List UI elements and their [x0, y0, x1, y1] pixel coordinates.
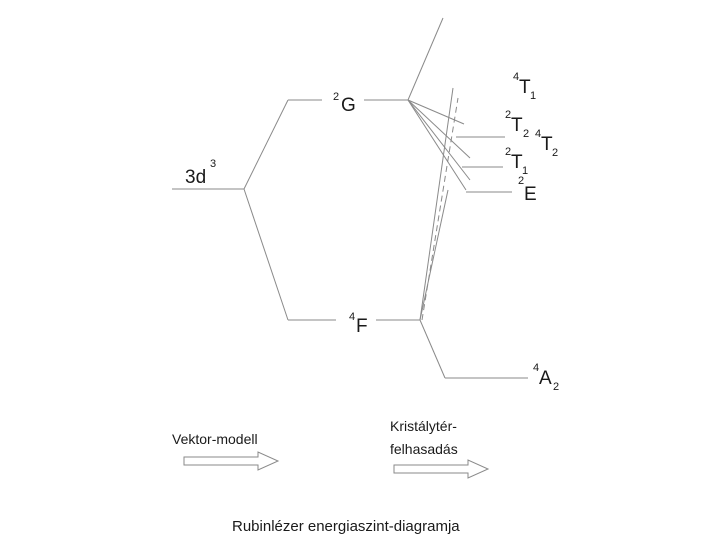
level-3d3-label: 3d: [185, 167, 207, 188]
legend-vector-model-label: Vektor-modell: [172, 431, 258, 447]
level-2T1: [505, 146, 528, 177]
level-4T1-superscript: 4: [513, 71, 520, 83]
legend-vector-model: [172, 431, 278, 470]
level-4T2-subscript: 2: [552, 147, 559, 159]
level-2G-label: G: [341, 95, 356, 116]
level-2G-superscript: 2: [333, 91, 340, 103]
level-2T2-superscript: 2: [505, 109, 512, 121]
level-3d3-superscript: 3: [210, 158, 217, 170]
level-2G: [288, 91, 408, 116]
level-2T2: [505, 109, 529, 140]
level-2E: [518, 175, 537, 205]
legend-crystal-field: [390, 418, 488, 478]
legend-crystal-field-label-line2: felhasadás: [390, 441, 458, 457]
level-4T2: [535, 128, 558, 159]
level-2T2-subscript: 2: [523, 128, 530, 140]
level-4F-label: F: [356, 316, 368, 337]
level-4T1: [513, 71, 536, 102]
level-4T2-label: T: [541, 134, 553, 155]
level-2E-label: E: [524, 184, 537, 205]
connector-4F-to-4A2: [420, 320, 445, 378]
level-2T1-superscript: 2: [505, 146, 512, 158]
level-4T2-superscript: 4: [535, 128, 542, 140]
level-4A2-label: A: [539, 368, 552, 389]
connector-2G-up: [408, 18, 443, 100]
level-4A2-superscript: 4: [533, 362, 540, 374]
diagram-title: Rubinlézer energiaszint-diagramja: [232, 518, 460, 535]
level-2T2-label: T: [511, 115, 523, 136]
level-4T1-label: T: [519, 77, 531, 98]
legend-vector-model-arrow-icon: [184, 452, 278, 470]
connector-2G-to-2E: [408, 100, 470, 180]
level-3d3: [172, 158, 244, 189]
level-2E-superscript: 2: [518, 175, 525, 187]
level-4A2-subscript: 2: [553, 381, 560, 393]
connector-2G-to-2T1: [408, 100, 470, 158]
legend-crystal-field-arrow-icon: [394, 460, 488, 478]
connector-3d3-to-2G: [244, 100, 288, 189]
level-2T1-label: T: [511, 152, 523, 173]
level-4A2: [533, 362, 559, 393]
connector-3d3-to-4F: [244, 189, 288, 320]
legend-crystal-field-label-line1: Kristálytér-: [390, 418, 457, 434]
connector-4F-to-4T1: [420, 88, 453, 320]
level-2T1-subscript: 1: [522, 165, 529, 177]
level-4F: [288, 311, 420, 337]
connector-2G-to-2E-b: [408, 100, 466, 190]
level-4T1-subscript: 1: [530, 90, 537, 102]
level-4F-superscript: 4: [349, 311, 356, 323]
connector-4F-to-4T2: [420, 190, 448, 320]
